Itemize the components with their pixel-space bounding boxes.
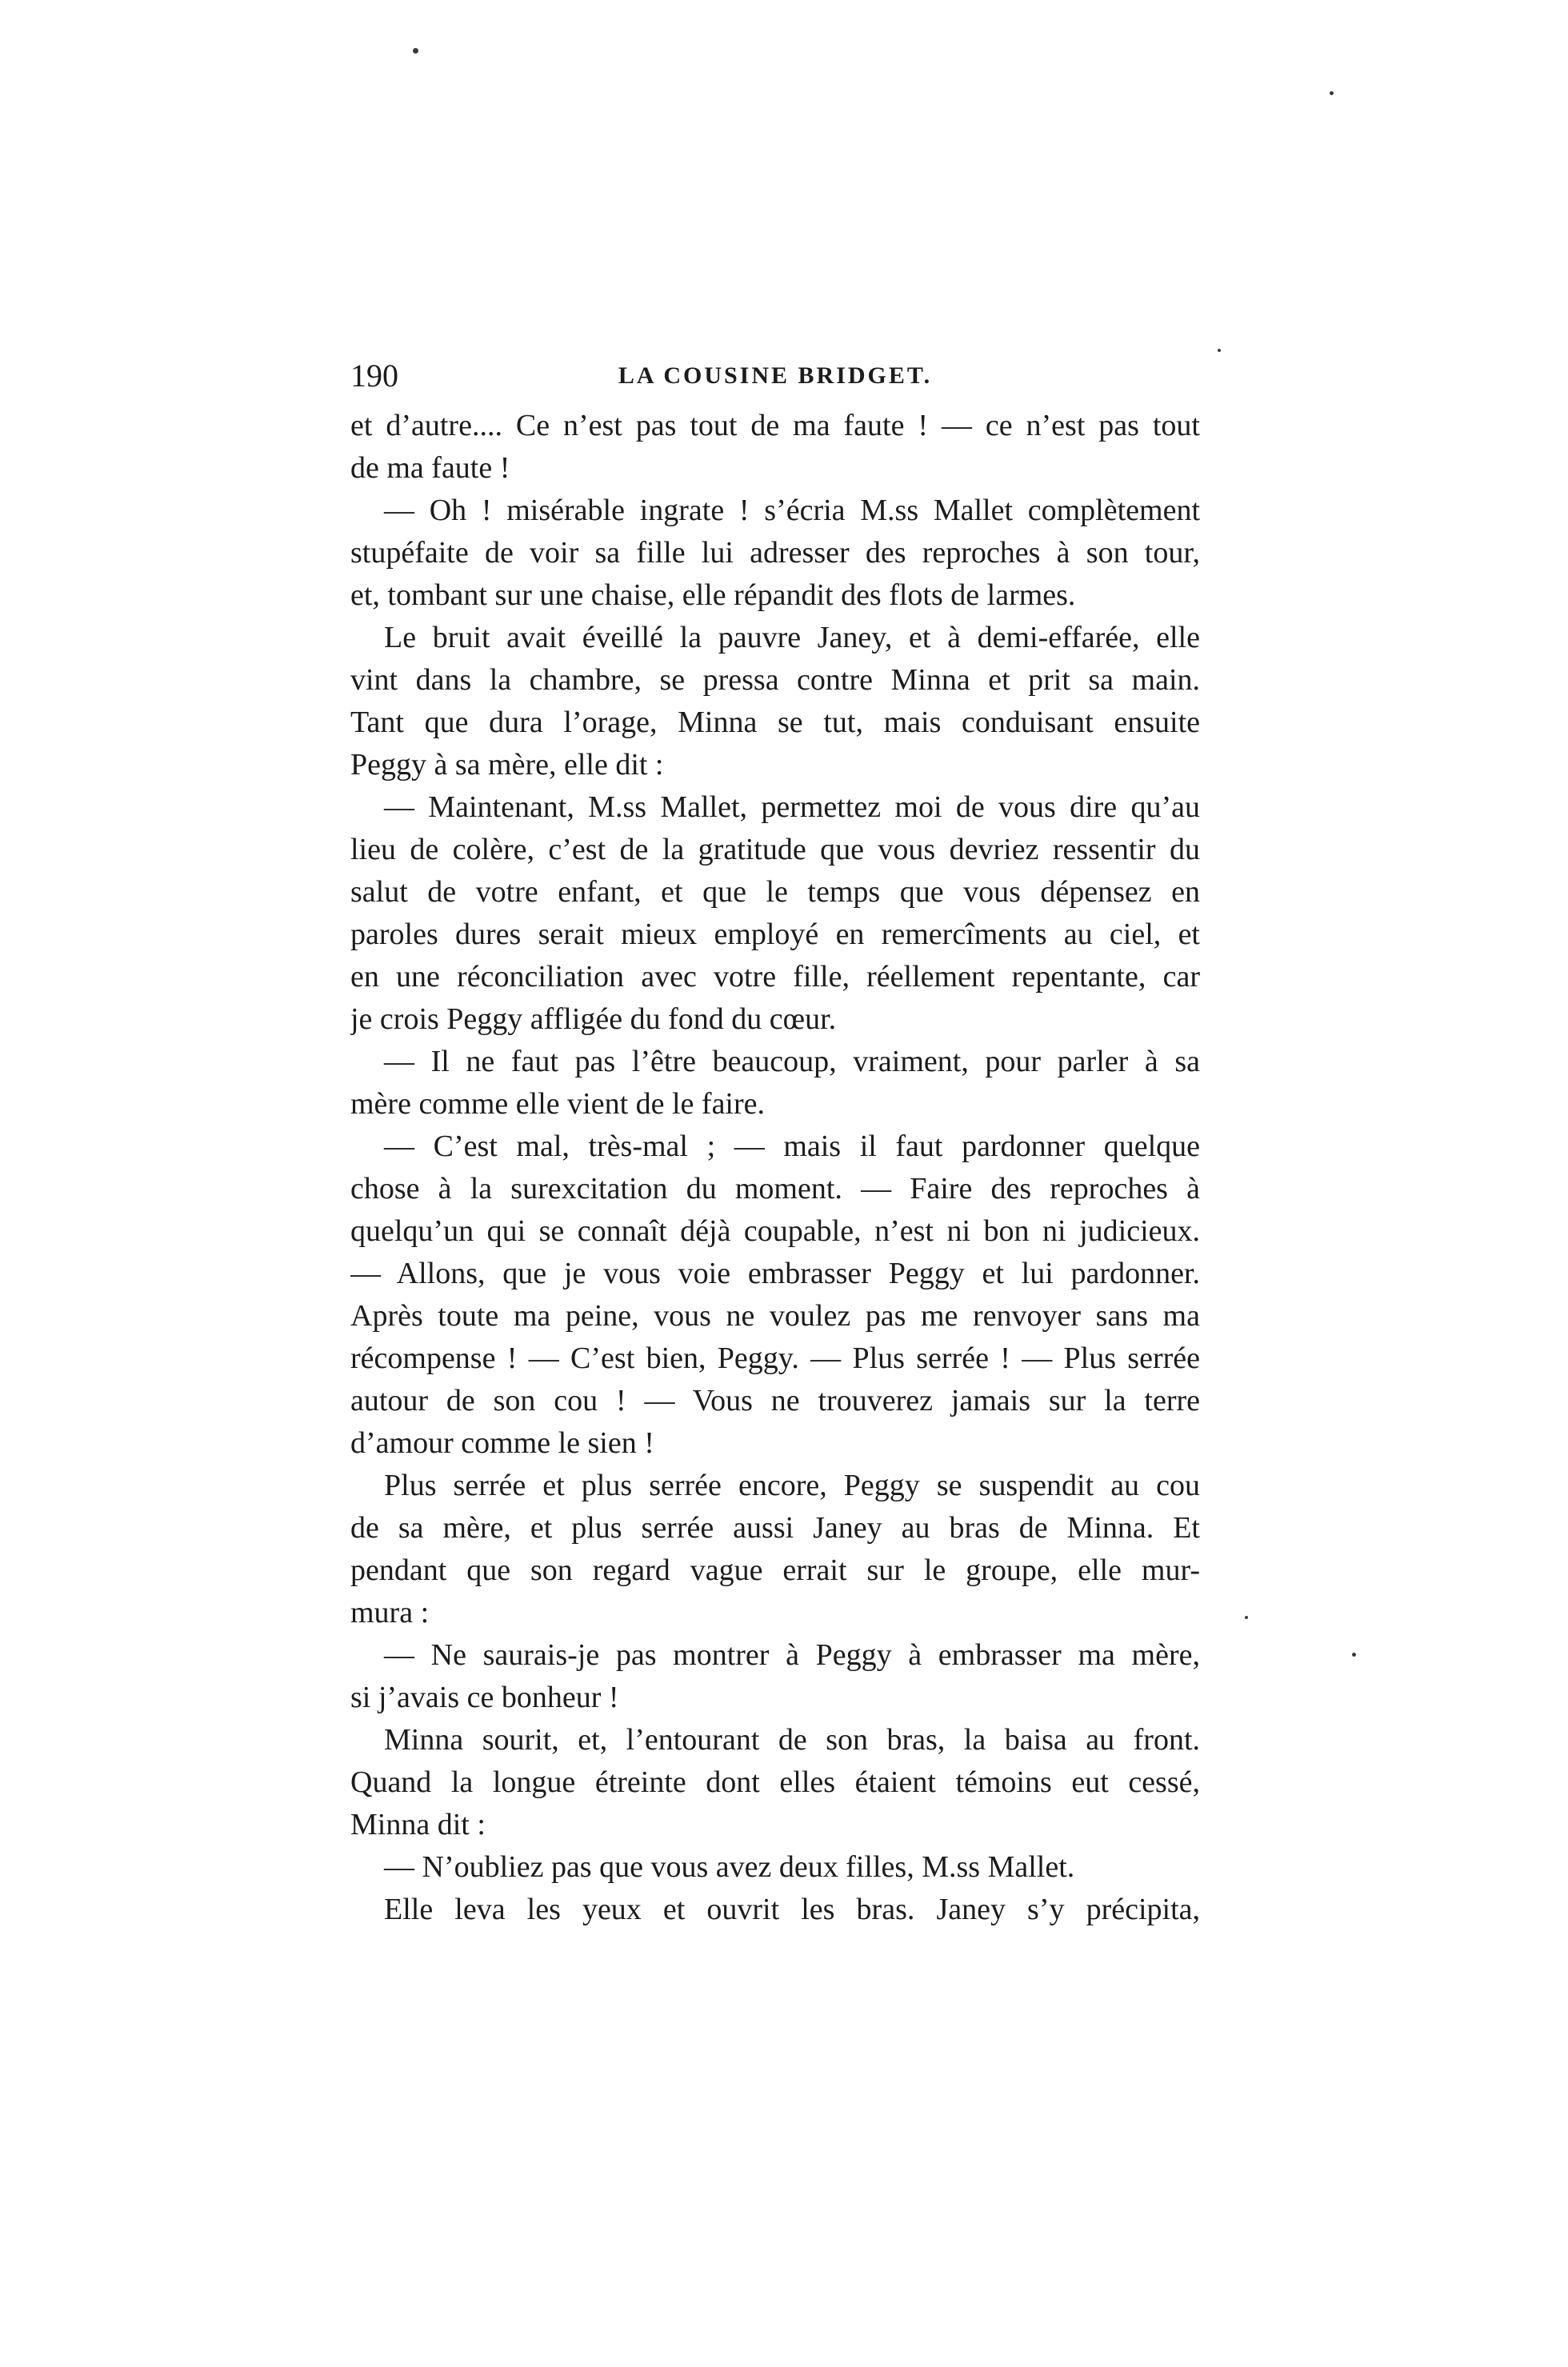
text-line: et, tombant sur une chaise, elle répandit des flots de larmes.: [350, 578, 1076, 612]
text-line: en une réconciliation avec votre fille, réellement repentante, car: [350, 960, 1200, 994]
text-line: Après toute ma peine, vous ne voulez pas me renvoyer sans ma: [350, 1299, 1200, 1333]
text-line: paroles dures serait mieux employé en remercîments au ciel, et: [350, 918, 1200, 951]
text-line: — Oh ! misérable ingrate ! s’écria M.ss Mallet complètement: [384, 494, 1200, 527]
text-line: mère comme elle vient de le faire.: [350, 1087, 766, 1121]
running-title: LA COUSINE BRIDGET.: [618, 362, 933, 389]
page-header: [350, 352, 1200, 400]
text-line: je crois Peggy affligée du fond du cœur.: [350, 1002, 837, 1036]
text-line: Le bruit avait éveillé la pauvre Janey, et à demi-effarée, elle: [384, 621, 1200, 654]
page-number: 190: [350, 358, 398, 394]
text-line: Minna sourit, et, l’entourant de son bras, la baisa au front.: [384, 1723, 1200, 1757]
text-line: récompense ! — C’est bien, Peggy. — Plus serrée ! — Plus serrée: [350, 1341, 1200, 1375]
body-text: [350, 405, 1200, 1931]
text-line: salut de votre enfant, et que le temps que vous dépensez en: [350, 875, 1200, 909]
text-line: Minna dit :: [350, 1808, 486, 1841]
scan-speck: [413, 48, 418, 54]
text-line: et d’autre.... Ce n’est pas tout de ma faute ! — ce n’est pas tout: [350, 409, 1200, 442]
text-line: mura :: [350, 1596, 430, 1629]
text-line: — Il ne faut pas l’être beaucoup, vraiment, pour parler à sa: [384, 1045, 1200, 1078]
text-line: Quand la longue étreinte dont elles étaient témoins eut cessé,: [350, 1765, 1200, 1799]
text-line: Plus serrée et plus serrée encore, Peggy se suspendit au cou: [384, 1469, 1200, 1502]
text-line: de sa mère, et plus serrée aussi Janey au bras de Minna. Et: [350, 1511, 1200, 1545]
scan-speck: [1352, 1653, 1356, 1657]
text-line: si j’avais ce bonheur !: [350, 1681, 619, 1714]
text-line: — Ne saurais-je pas montrer à Peggy à embrasser ma mère,: [384, 1638, 1200, 1672]
text-line: de ma faute !: [350, 451, 510, 485]
scan-speck: [1245, 1616, 1248, 1619]
text-line: Peggy à sa mère, elle dit :: [350, 748, 664, 782]
text-line: lieu de colère, c’est de la gratitude que vous devriez ressentir du: [350, 833, 1200, 866]
scan-speck: [1330, 91, 1334, 95]
text-line: autour de son cou ! — Vous ne trouverez jamais sur la terre: [350, 1384, 1200, 1417]
scan-speck: [1218, 349, 1221, 352]
text-line: — Maintenant, M.ss Mallet, permettez moi de vous dire qu’au: [384, 790, 1200, 824]
text-line: — Allons, que je vous voie embrasser Peggy et lui pardonner.: [350, 1257, 1200, 1290]
text-line: vint dans la chambre, se pressa contre Minna et prit sa main.: [350, 663, 1200, 697]
text-line: Elle leva les yeux et ouvrit les bras. Janey s’y précipita,: [384, 1893, 1200, 1926]
text-line: d’amour comme le sien !: [350, 1426, 654, 1460]
text-line: chose à la surexcitation du moment. — Faire des reproches à: [350, 1172, 1200, 1205]
text-line: — C’est mal, très-mal ; — mais il faut pardonner quelque: [384, 1130, 1200, 1163]
text-line: pendant que son regard vague errait sur le groupe, elle mur-: [350, 1553, 1200, 1587]
text-line: quelqu’un qui se connaît déjà coupable, n’est ni bon ni judicieux.: [350, 1214, 1200, 1248]
text-line: stupéfaite de voir sa fille lui adresser des reproches à son tour,: [350, 536, 1200, 570]
text-line: Tant que dura l’orage, Minna se tut, mais conduisant ensuite: [350, 706, 1200, 739]
text-line: — N’oubliez pas que vous avez deux filles, M.ss Mallet.: [384, 1850, 1075, 1884]
